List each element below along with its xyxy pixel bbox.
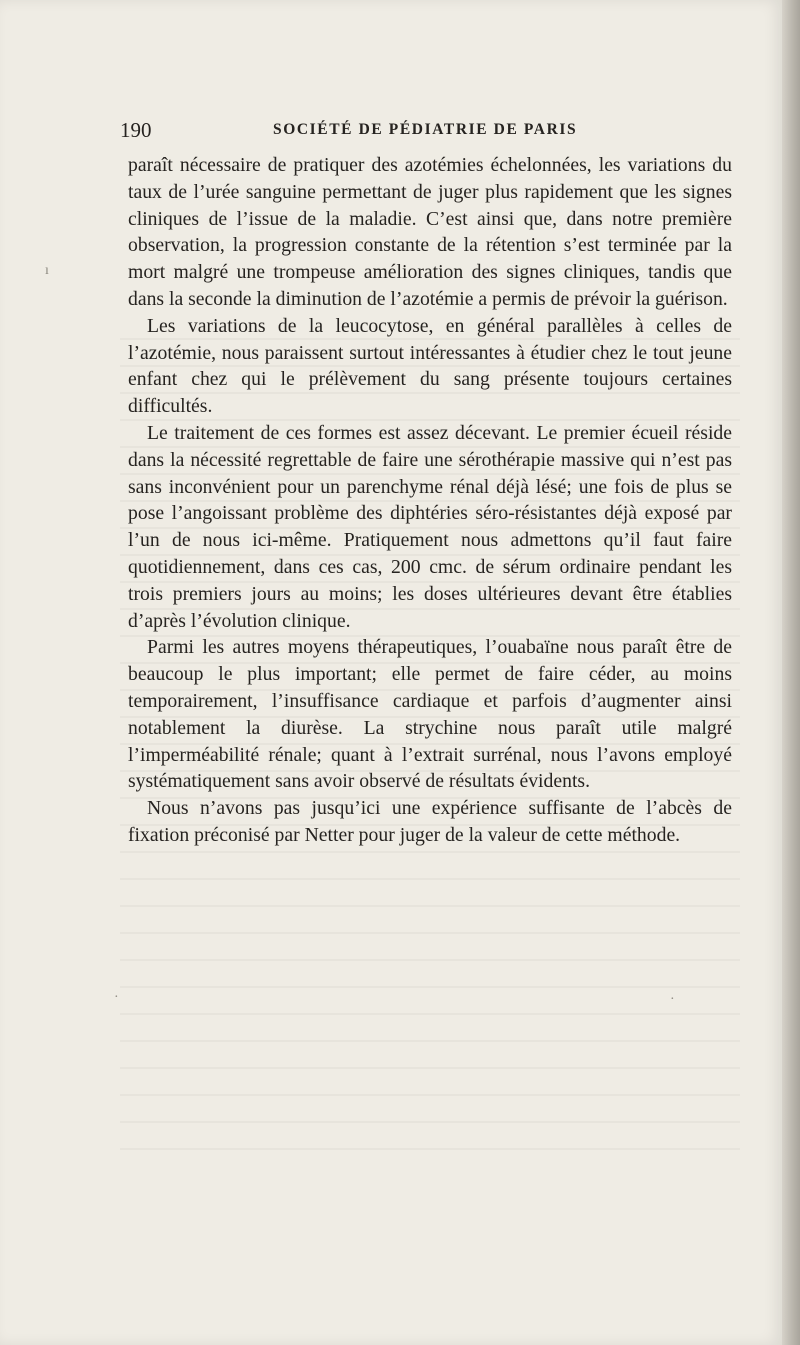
margin-mark: ı (45, 263, 49, 278)
paragraph-abces-fixation: Nous n’avons pas jusqu’ici une expérience suffisante de l’abcès de fixation préconisé par Netter pour juger de la valeur de cette méthode. (128, 797, 732, 846)
margin-dot: · (114, 990, 119, 1005)
running-head (120, 116, 728, 144)
print-speck: · (670, 992, 675, 1007)
page-number: 190 (120, 118, 152, 142)
paragraph-leucocytose: Les variations de la leucocytose, en général parallèles à celles de l’azotémie, nous paraissent surtout intéressantes à étudier chez le tout jeune enfant chez qui le prélèvement du sang présente toujours certaines difficultés. (128, 314, 732, 418)
page-edge (782, 0, 800, 1345)
body-text (128, 152, 732, 849)
paragraph-moyens-therapeutiques: Parmi les autres moyens thérapeutiques, l’ouabaïne nous paraît être de beaucoup le plus important; elle permet de faire céder, au moins temporairement, l’insuffisance cardiaque et parfois d’augmenter ainsi notablement la diurèse. La strychine nous paraît utile malgré l’imperméabilité rénale; quant à l’extrait surrénal, nous l’avons employé systématiquement sans avoir observé de résultats évidents. (128, 636, 732, 793)
running-title: SOCIÉTÉ DE PÉDIATRIE DE PARIS (273, 121, 578, 138)
paragraph-continuation: paraît nécessaire de pratiquer des azotémies échelonnées, les variations du taux de l’urée sanguine permettant de juger plus rapidement que les signes cliniques de l’issue de la maladie. C’est ainsi que, dans notre première observation, la progression constante de la rétention s’est terminée par la mort malgré une trompeuse amélioration des signes cliniques, tandis que dans la seconde la diminution de l’azotémie a permis de prévoir la guérison. (128, 154, 732, 310)
paragraph-traitement: Le traitement de ces formes est assez décevant. Le premier écueil réside dans la nécessité regrettable de faire une sérothérapie massive qui n’est pas sans inconvénient pour un parenchyme rénal déjà lésé; une fois de plus se pose l’angoissant problème des diphtéries séro-résistantes déjà exposé par l’un de nous ici-même. Pratiquement nous admettons qu’il faut faire quotidiennement, dans ces cas, 200 cmc. de sérum ordinaire pendant les trois premiers jours au moins; les doses ultérieures devant être établies d’après l’évolution clinique. (128, 421, 732, 632)
